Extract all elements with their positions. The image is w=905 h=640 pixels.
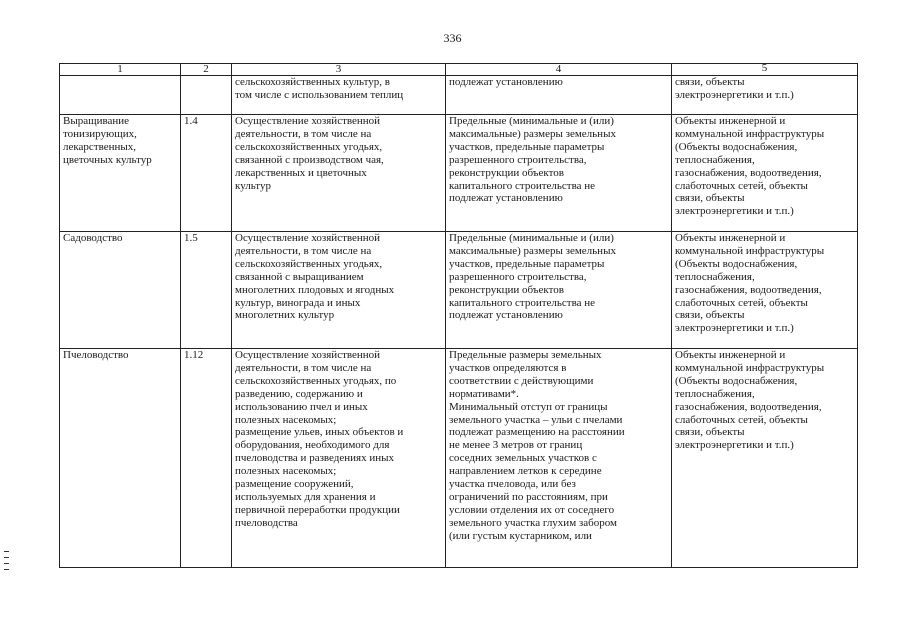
column-header: 3: [232, 64, 446, 76]
column-header: 5: [672, 64, 858, 76]
use-code-cell: 1.12: [181, 349, 232, 568]
parameters-cell: Предельные (минимальные и (или) максимальные) размеры земельных участков, предельные параметры разрешенного строительства, реконструкции объектов капитального строительства не подлежат установлению: [446, 232, 672, 349]
use-name-cell: Пчеловодство: [60, 349, 181, 568]
table-row: [60, 76, 858, 115]
objects-cell: Объекты инженерной и коммунальной инфраструктуры (Объекты водоснабжения, теплоснабжения, газоснабжения, водоотведения, слаботочных сетей, объекты связи, объекты электроэнергетики и т.п.): [672, 349, 858, 568]
use-code-cell: [181, 76, 232, 115]
use-name-cell: [60, 76, 181, 115]
use-description-cell: Осуществление хозяйственной деятельности, в том числе на сельскохозяйственных угодьях, связанной с производством чая, лекарственных и цветочных культур: [232, 115, 446, 232]
table-header-row: [60, 64, 858, 76]
use-code-cell: 1.5: [181, 232, 232, 349]
table-row: [60, 232, 858, 349]
use-description-cell: Осуществление хозяйственной деятельности, в том числе на сельскохозяйственных угодьях, по разведению, содержанию и использованию пчел и иных полезных насекомых; размещение ульев, иных объектов и оборудования, необходимого для пчеловодства и разведениях иных полезных насекомых; размещение сооружений, используемых для хранения и первичной переработки продукции пчеловодства: [232, 349, 446, 568]
objects-cell: связи, объекты электроэнергетики и т.п.): [672, 76, 858, 115]
use-name-cell: Садоводство: [60, 232, 181, 349]
table-row: [60, 349, 858, 568]
land-use-table: [59, 63, 858, 568]
page-number: 336: [443, 31, 462, 45]
scan-edge-marks: [4, 551, 9, 591]
parameters-cell: подлежат установлению: [446, 76, 672, 115]
table-row: [60, 115, 858, 232]
use-name-cell: Выращивание тонизирующих, лекарственных, цветочных культур: [60, 115, 181, 232]
use-description-cell: Осуществление хозяйственной деятельности, в том числе на сельскохозяйственных угодьях, связанной с выращиванием многолетних плодовых и ягодных культур, винограда и иных многолетних культур: [232, 232, 446, 349]
column-header: 4: [446, 64, 672, 76]
column-header: 2: [181, 64, 232, 76]
objects-cell: Объекты инженерной и коммунальной инфраструктуры (Объекты водоснабжения, теплоснабжения, газоснабжения, водоотведения, слаботочных сетей, объекты связи, объекты электроэнергетики и т.п.): [672, 115, 858, 232]
column-header: 1: [60, 64, 181, 76]
parameters-cell: Предельные (минимальные и (или) максимальные) размеры земельных участков, предельные параметры разрешенного строительства, реконструкции объектов капитального строительства не подлежат установлению: [446, 115, 672, 232]
objects-cell: Объекты инженерной и коммунальной инфраструктуры (Объекты водоснабжения, теплоснабжения, газоснабжения, водоотведения, слаботочных сетей, объекты связи, объекты электроэнергетики и т.п.): [672, 232, 858, 349]
parameters-cell: Предельные размеры земельных участков определяются в соответствии с действующими нормативами*. Минимальный отступ от границы земельного участка – ульи с пчелами подлежат размещению на расстоянии не менее 3 метров от границ соседних земельных участков с направлением летков к середине участка пчеловода, или без ограничений по расстояниям, при условии отделения их от соседнего земельного участка глухим забором (или густым кустарником, или: [446, 349, 672, 568]
use-code-cell: 1.4: [181, 115, 232, 232]
use-description-cell: сельскохозяйственных культур, в том числе с использованием теплиц: [232, 76, 446, 115]
